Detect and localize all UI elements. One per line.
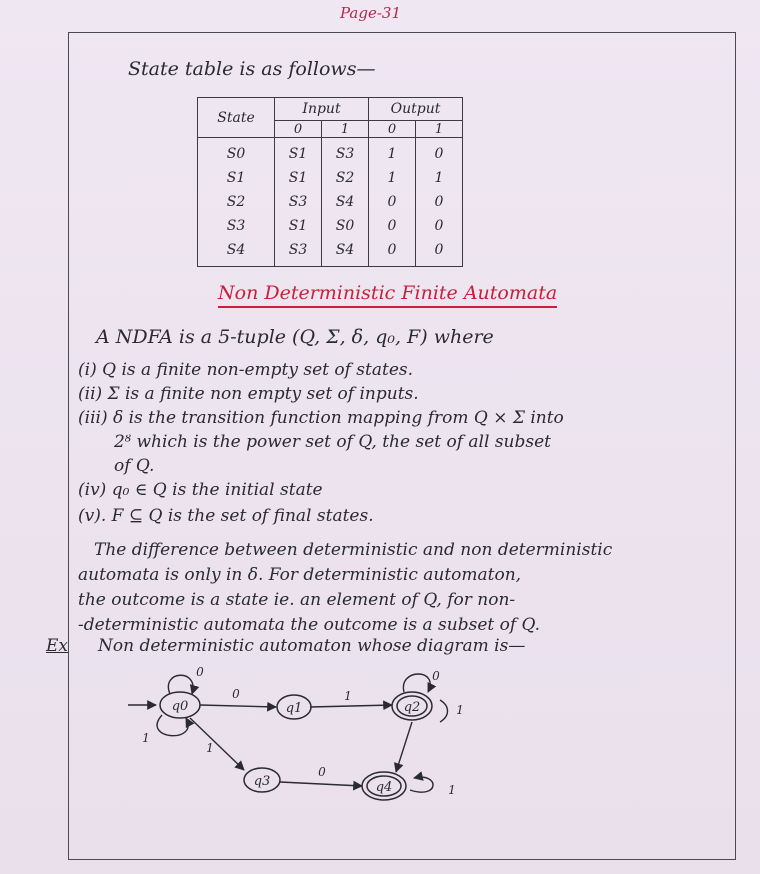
cell-next-0: S3 [275, 238, 322, 267]
cell-state: S2 [198, 190, 275, 214]
edge-q0-q3 [190, 718, 244, 770]
edge-q2-q4 [396, 722, 412, 772]
definition-item: (v). F ⊆ Q is the set of final states. [78, 506, 374, 526]
q2-tick [440, 700, 448, 722]
edge-label-q2-q4: 1 [456, 703, 464, 717]
definition-item: of Q. [114, 456, 155, 476]
cell-next-0: S3 [275, 190, 322, 214]
definition-item: (i) Q is a finite non-empty set of states. [78, 360, 414, 380]
cell-next-1: S4 [322, 190, 369, 214]
sub-header-input-0: 0 [275, 121, 322, 138]
cell-next-0: S1 [275, 138, 322, 167]
edge-label-q0-self: 0 [196, 665, 204, 679]
page-number: Page-31 [340, 4, 401, 22]
example-label: Ex [46, 636, 68, 656]
edge-label-q0-q1: 0 [232, 687, 240, 701]
definition-item: (iii) δ is the transition function mapping from Q × Σ into [78, 408, 564, 428]
cell-out-1: 0 [416, 138, 463, 167]
definition-item: 2ᴽ which is the power set of Q, the set of all subset [114, 432, 552, 452]
cell-out-0: 0 [369, 238, 416, 267]
example-text: Non deterministic automaton whose diagram is— [98, 636, 526, 656]
cell-out-1: 1 [416, 166, 463, 190]
cell-out-0: 1 [369, 138, 416, 167]
edge-q0-q1 [200, 705, 276, 707]
sub-header-output-1: 1 [416, 121, 463, 138]
cell-out-1: 0 [416, 214, 463, 238]
paragraph-line: The difference between deterministic and non deterministic [94, 540, 613, 560]
edge-label-q2-self: 0 [432, 669, 440, 683]
cell-next-1: S2 [322, 166, 369, 190]
state-label-q0: q0 [171, 699, 189, 714]
edge-label-q0-q3: 1 [206, 741, 214, 755]
sub-header-output-0: 0 [369, 121, 416, 138]
intro-text: State table is as follows— [128, 58, 376, 80]
cell-next-0: S1 [275, 214, 322, 238]
cell-out-1: 0 [416, 238, 463, 267]
edge-label-q3-q4: 0 [318, 765, 326, 779]
cell-state: S4 [198, 238, 275, 267]
edge-q2-self [403, 674, 430, 692]
definition-intro: A NDFA is a 5-tuple (Q, Σ, δ, q₀, F) where [96, 326, 494, 348]
section-heading: Non Deterministic Finite Automata [218, 282, 557, 308]
definition-item: (ii) Σ is a finite non empty set of inputs. [78, 384, 419, 404]
edge-label-q4-self: 1 [448, 783, 456, 797]
cell-out-0: 0 [369, 214, 416, 238]
state-label-q1: q1 [285, 701, 303, 716]
paragraph-line: automata is only in δ. For deterministic automaton, [78, 565, 522, 585]
cell-out-0: 0 [369, 190, 416, 214]
state-label-q4: q4 [375, 780, 393, 795]
edge-q1-q2 [310, 705, 392, 707]
edge-q0-self-0 [168, 675, 193, 694]
cell-out-1: 0 [416, 190, 463, 214]
definition-item: (iv) q₀ ∈ Q is the initial state [78, 480, 323, 500]
cell-state: S3 [198, 214, 275, 238]
edge-q3-q4 [280, 782, 362, 786]
cell-next-1: S0 [322, 214, 369, 238]
state-label-q3: q3 [253, 774, 271, 789]
edge-label-q1-q2: 1 [344, 689, 352, 703]
header-input: Input [275, 98, 369, 121]
cell-out-0: 1 [369, 166, 416, 190]
cell-next-0: S1 [275, 166, 322, 190]
sub-header-input-1: 1 [322, 121, 369, 138]
state-label-q2: q2 [403, 700, 421, 715]
paragraph-line: the outcome is a state ie. an element of Q, for non- [78, 590, 516, 610]
paragraph-line: -deterministic automata the outcome is a subset of Q. [78, 615, 541, 635]
edge-label-q0-self-1: 1 [142, 731, 150, 745]
edge-q4-self [410, 777, 433, 792]
cell-next-1: S4 [322, 238, 369, 267]
header-state: State [198, 98, 275, 138]
header-output: Output [369, 98, 463, 121]
cell-next-1: S3 [322, 138, 369, 167]
cell-state: S0 [198, 138, 275, 167]
cell-state: S1 [198, 166, 275, 190]
